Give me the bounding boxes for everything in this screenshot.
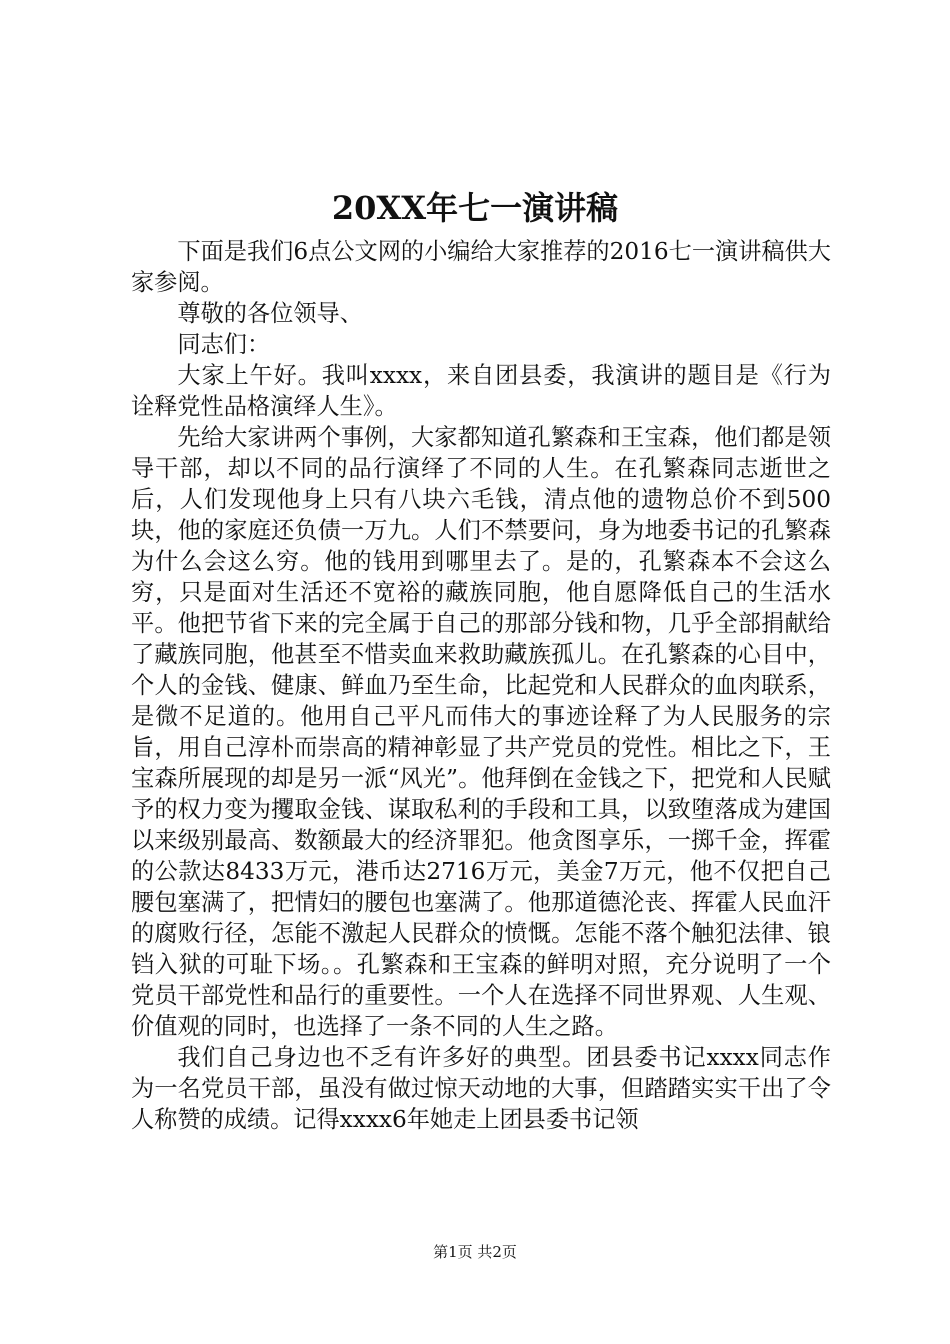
paragraph-salutation-comrades: 同志们： xyxy=(177,331,271,358)
paragraph-greeting: 大家上午好。我叫xxxx，来自团县委，我演讲的题目是《行为诠释党性品格演绎人生》。 xyxy=(131,362,831,420)
paragraph-intro: 下面是我们6点公文网的小编给大家推荐的2016七一演讲稿供大家参阅。 xyxy=(131,238,831,296)
paragraph-salutation-leaders: 尊敬的各位领导、 xyxy=(177,300,363,327)
document-body xyxy=(131,236,831,1135)
paragraph-local-example: 我们自己身边也不乏有许多好的典型。团县委书记xxxx同志作为一名党员干部，虽没有做过惊天动地的大事，但踏踏实实干出了令人称赞的成绩。记得xxxx6年她走上团县委书记领 xyxy=(131,1044,831,1133)
document-title: 20XX年七一演讲稿 xyxy=(331,189,619,227)
page-footer: 第1页 共2页 xyxy=(433,1243,517,1261)
paragraph-examples: 先给大家讲两个事例，大家都知道孔繁森和王宝森，他们都是领导干部，却以不同的品行演绎了不同的人生。在孔繁森同志逝世之后，人们发现他身上只有八块六毛钱，清点他的遗物总价不到500块，他的家庭还负债一万九。人们不禁要问，身为地委书记的孔繁森为什么会这么穷。他的钱用到哪里去了。是的，孔繁森本不会这么穷，只是面对生活还不宽裕的藏族同胞，他自愿降低自己的生活水平。他把节省下来的完全属于自己的那部分钱和物，几乎全部捐献给了藏族同胞，他甚至不惜卖血来救助藏族孤儿。在孔繁森的心目中，个人的金钱、健康、鲜血乃至生命，比起党和人民群众的血肉联系，是微不足道的。他用自己平凡而伟大的事迹诠释了为人民服务的宗旨，用自己淳朴而崇高的精神彰显了共产党员的党性。相比之下，王宝森所展现的却是另一派“风光”。他拜倒在金钱之下，把党和人民赋予的权力变为攫取金钱、谋取私利的手段和工具，以致堕落成为建国以来级别最高、数额最大的经济罪犯。他贪图享乐，一掷千金，挥霍的公款达8433万元，港币达2716万元，美金7万元，他不仅把自己腰包塞满了，把情妇的腰包也塞满了。他那道德沦丧、挥霍人民血汗的腐败行径，怎能不激起人民群众的愤慨。怎能不落个触犯法律、锒铛入狱的可耻下场。。孔繁森和王宝森的鲜明对照，充分说明了一个党员干部党性和品行的重要性。一个人在选择不同世界观、人生观、价值观的同时，也选择了一条不同的人生之路。 xyxy=(131,424,831,1040)
